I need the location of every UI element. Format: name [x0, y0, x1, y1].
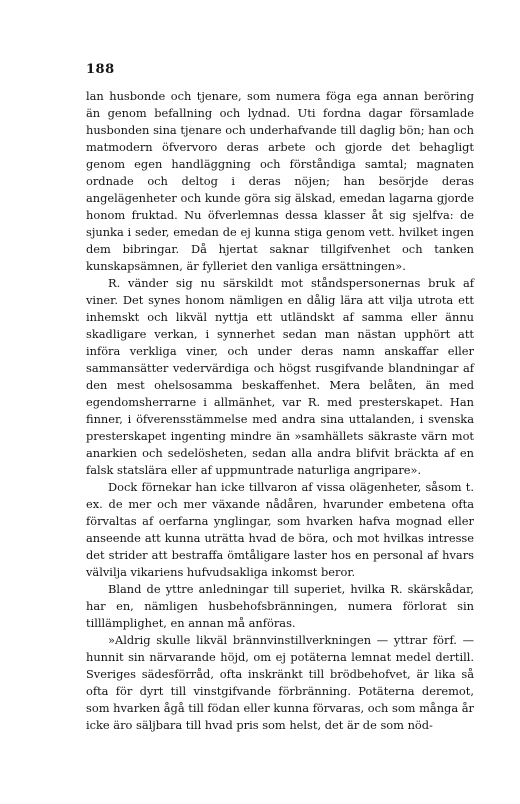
paragraph-2: R. vänder sig nu särskildt mot ståndspersonernas bruk af viner. Det synes honom nämligen en dålig lära att vilja utrota ett inhemskt och likväl nyttja ett utländskt af samma eller ännu skadligare verkan, i synnerhet sedan man nästan upphört att införa verkliga viner, och under deras namn anskaffar eller sammansätter vedervärdiga och högst rusgifvande blandningar af den mest ohelsosamma beskaffenhet. Mera belåten, än med egendomsherrarne i allmänhet, var R. med presterskapet. Han finner, i öfverensstämmelse med andra sina uttalanden, i svenska presterskapet ingenting mindre än »samhällets säkraste värn mot anarkien och sedelösheten, sedan alla andra blifvit bräckta af en falsk statslära eller af uppmuntrade naturliga angripare».: [86, 276, 474, 477]
paragraph-4: Bland de yttre anledningar till superiet, hvilka R. skärskådar, har en, nämligen husbehofsbränningen, numera förlorat sin tilllämplighet, en annan må anföras.: [86, 582, 474, 630]
body-text: [86, 88, 474, 734]
paragraph-3: Dock förnekar han icke tillvaron af vissa olägenheter, såsom t. ex. de mer och mer växande nådåren, hvarunder embetena ofta förvaltas af oerfarna ynglingar, som hvarken hafva mognad eller anseende att kunna uträtta hvad de böra, och mot hvilkas intresse det strider att bestraffa ömtåligare laster hos en personal af hvars välvilja vikariens hufvudsakliga inkomst beror.: [86, 480, 474, 579]
page-number: 188: [86, 62, 115, 77]
paragraph-5: »Aldrig skulle likväl brännvinstillverkningen — yttrar förf. — hunnit sin närvarande höjd, om ej potäterna lemnat medel dertill. Sveriges sädesförråd, ofta inskränkt till brödbehofvet, är lika så ofta för dyrt till vinstgifvande förbränning. Potäterna deremot, som hvarken ågå till födan eller kunna förvaras, och som många år icke äro säljbara till hvad pris som helst, det är de som nöd-: [86, 633, 474, 732]
paragraph-1: lan husbonde och tjenare, som numera föga ega annan beröring än genom befallning och lydnad. Uti fordna dagar församlade husbonden sina tjenare och underhafvande till daglig bön; han och matmodern öfvervoro deras arbete och gjorde det behagligt genom egen handläggning och förståndiga samtal; magnaten ordnade och deltog i deras nöjen; han besörjde deras angelägenheter och kunde göra sig älskad, emedan lagarna gjorde honom fruktad. Nu öfverlemnas dessa klasser åt sig sjelfva: de sjunka i seder, emedan de ej kunna stiga genom vett. hvilket ingen dem bibringar. Då hjertat saknar tillgifvenhet och tanken kunskapsämnen, är fylleriet den vanliga ersättningen».: [86, 89, 474, 273]
